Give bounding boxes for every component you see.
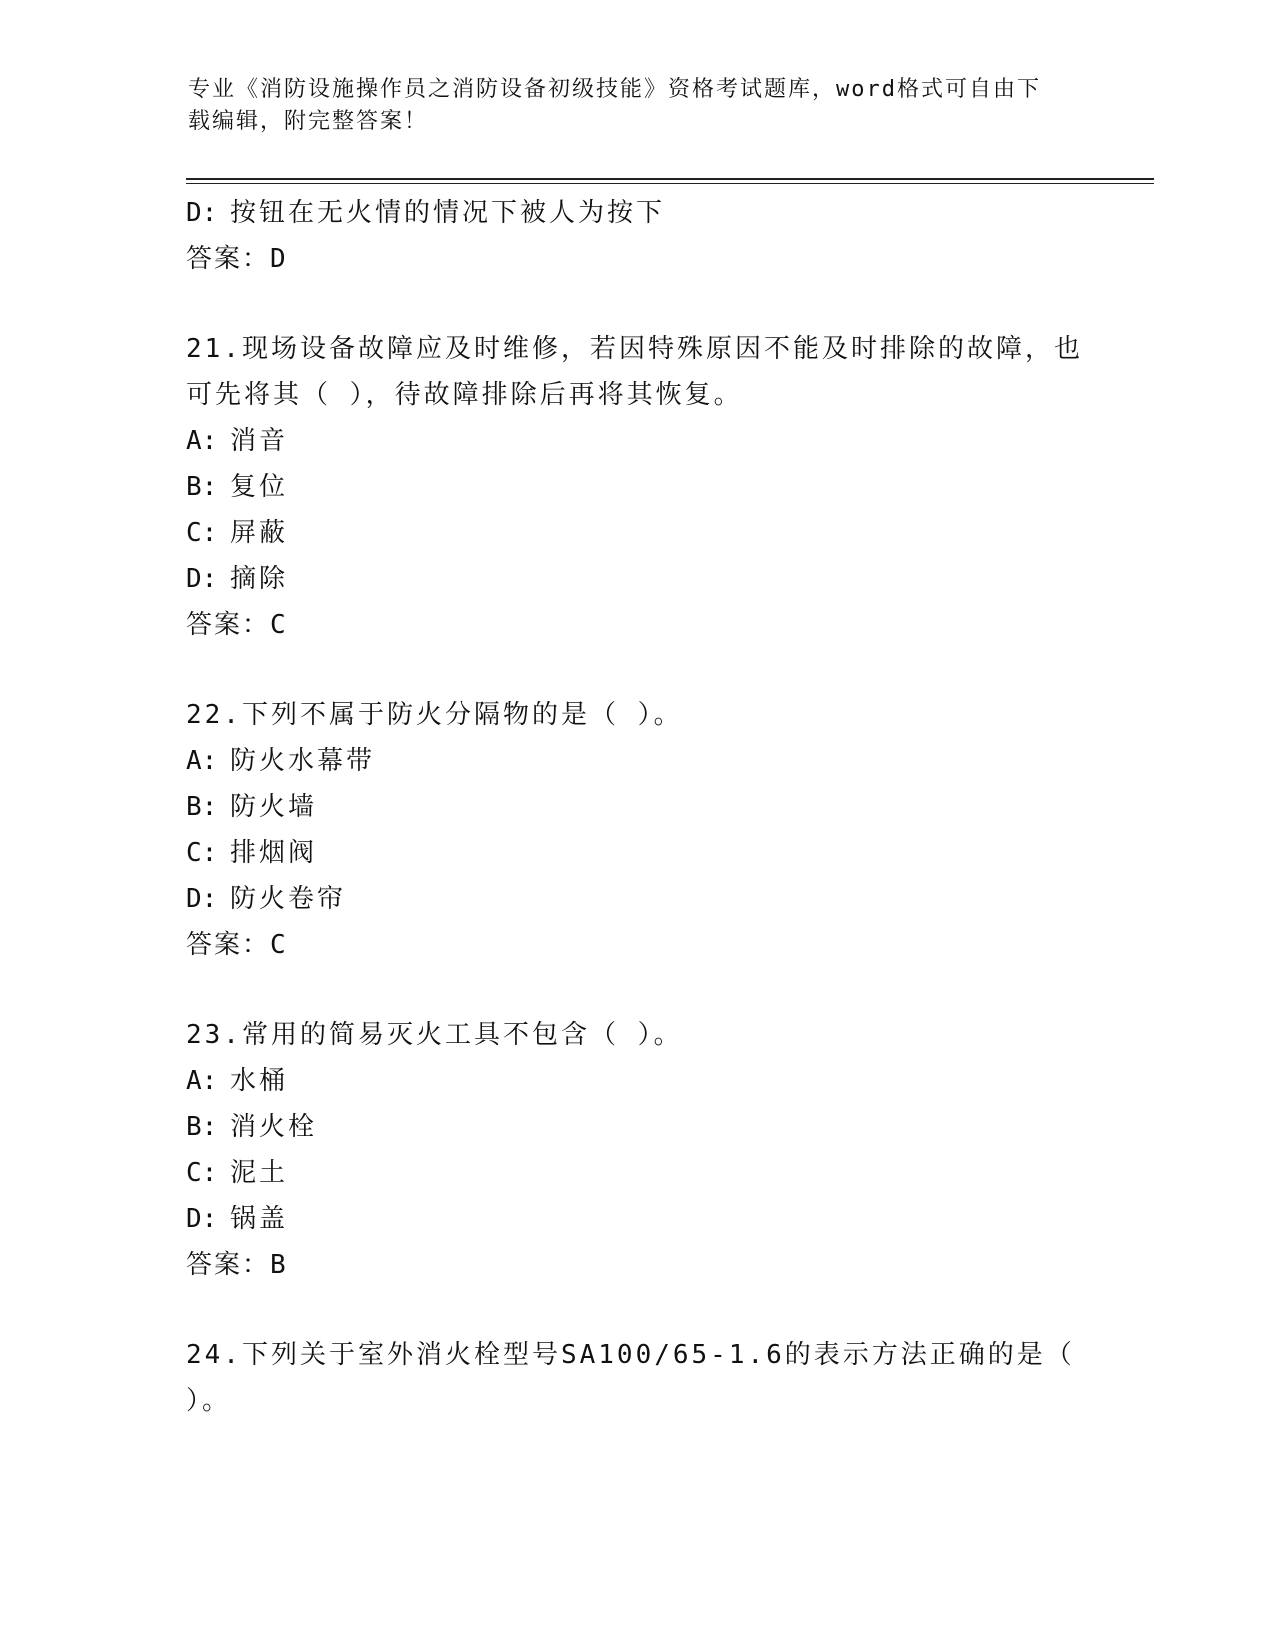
option-b xyxy=(186,464,1086,510)
option-letter: A: xyxy=(186,746,218,776)
question-text-cont: ）。 xyxy=(186,1386,232,1416)
option-d xyxy=(186,1196,1086,1242)
question-23 xyxy=(186,1012,1086,1288)
option-d xyxy=(186,190,1086,236)
option-letter: B: xyxy=(186,792,218,822)
option-text: 消音 xyxy=(230,426,289,456)
option-text: 屏蔽 xyxy=(230,518,289,548)
question-21 xyxy=(186,326,1086,648)
option-letter: B: xyxy=(186,1112,218,1142)
question-24 xyxy=(186,1332,1086,1424)
option-letter: B: xyxy=(186,472,218,502)
question-22 xyxy=(186,692,1086,968)
option-text: 消火栓 xyxy=(230,1112,318,1142)
question-text-cont: 可先将其（ ），待故障排除后再将其恢复。 xyxy=(186,380,743,410)
option-c xyxy=(186,510,1086,556)
option-letter: C: xyxy=(186,838,218,868)
question-text: 24.下列关于室外消火栓型号SA100/65-1.6的表示方法正确的是（ xyxy=(186,1340,1075,1370)
document-header xyxy=(188,74,1068,138)
option-a xyxy=(186,418,1086,464)
option-b xyxy=(186,784,1086,830)
option-a xyxy=(186,738,1086,784)
option-text: 排烟阀 xyxy=(230,838,318,868)
option-c xyxy=(186,1150,1086,1196)
option-letter: D: xyxy=(186,884,218,914)
header-divider xyxy=(186,178,1154,180)
question-text: 23.常用的简易灭火工具不包含（ ）。 xyxy=(186,1020,683,1050)
option-text: 防火墙 xyxy=(230,792,318,822)
answer: 答案：D xyxy=(186,244,288,274)
question-text: 21.现场设备故障应及时维修，若因特殊原因不能及时排除的故障，也 xyxy=(186,334,1083,364)
option-text: 水桶 xyxy=(230,1066,289,1096)
question-text: 22.下列不属于防火分隔物的是（ ）。 xyxy=(186,700,683,730)
option-b xyxy=(186,1104,1086,1150)
option-d xyxy=(186,876,1086,922)
option-letter: C: xyxy=(186,1158,218,1188)
option-letter: D: xyxy=(186,1204,218,1234)
question-list xyxy=(186,190,1086,1424)
option-text: 锅盖 xyxy=(230,1204,289,1234)
header-line-2: 载编辑，附完整答案！ xyxy=(188,109,429,134)
option-c xyxy=(186,830,1086,876)
answer: 答案：B xyxy=(186,1250,288,1280)
option-text: 防火水幕带 xyxy=(230,746,376,776)
option-text: 防火卷帘 xyxy=(230,884,347,914)
answer: 答案：C xyxy=(186,930,288,960)
option-text: 按钮在无火情的情况下被人为按下 xyxy=(230,198,666,228)
header-line-1: 专业《消防设施操作员之消防设备初级技能》资格考试题库，word格式可自由下 xyxy=(188,77,1041,102)
header-divider-thin xyxy=(186,183,1154,184)
option-letter: A: xyxy=(186,426,218,456)
option-letter: D: xyxy=(186,198,218,228)
option-a xyxy=(186,1058,1086,1104)
option-text: 摘除 xyxy=(230,564,289,594)
answer: 答案：C xyxy=(186,610,288,640)
option-d xyxy=(186,556,1086,602)
option-letter: A: xyxy=(186,1066,218,1096)
option-letter: C: xyxy=(186,518,218,548)
option-text: 复位 xyxy=(230,472,289,502)
option-letter: D: xyxy=(186,564,218,594)
option-text: 泥土 xyxy=(230,1158,289,1188)
